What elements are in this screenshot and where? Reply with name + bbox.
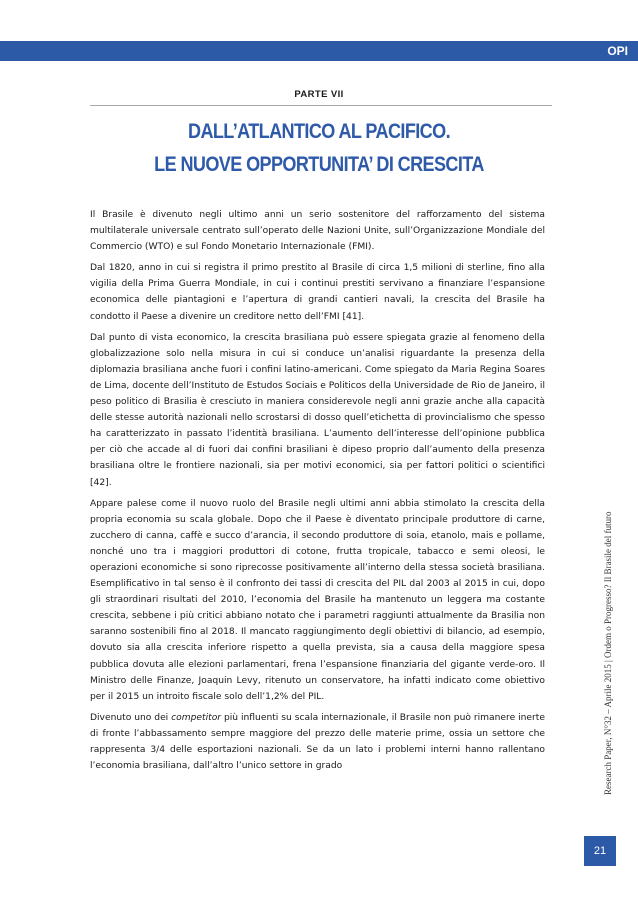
- paragraph-4: Appare palese come il nuovo ruolo del Brasile negli ultimi anni abbia stimolato la crescita della propria economia su scala globale. Dopo che il Paese è diventato principale produttore di carne, zucchero di canna, caffè e succo d’arancia, il secondo produttore di soia, etanolo, mais e pollame, nonché uno tra i maggiori produttori di cotone, frutta tropicale, tabacco e semi oleosi, le operazioni economiche si sono riprecosse positivamente all’interno della stessa società brasiliana. Esemplificativo in tal senso è il confronto dei tassi di crescita del PIL dal 2003 al 2015 in cui, dopo gli straordinari risultati del 2010, l’economia del Brasile ha mantenuto un leggera ma costante crescita, sebbene i più critici abbiano notato che i parametri raggiunti attualmente da Brasilia non saranno sostenibili fino al 2018. Il mancato raggiungimento degli obiettivi di bilancio, ad esempio, dovuto sia alla crescita inferiore rispetto a quella prevista, sia a causa della maggiore spesa pubblica dovuta alle elezioni parlamentari, frena l’espansione finanziaria del gigante verde-oro. Il Ministro delle Finanze, Joaquin Levy, ritenuto un conservatore, ha infatti indicato come obiettivo per il 2015 un introito fiscale solo dell’1,2% del PIL.: [90, 498, 545, 702]
- paragraph-2: Dal 1820, anno in cui si registra il primo prestito al Brasile di circa 1,5 milioni di sterline, fino alla vigilia della Prima Guerra Mondiale, in cui i continui prestiti servivano a finanziare l’espansione economica delle piantagioni e l’apertura di grandi cantieri navali, la crescita del Brasile ha condotto il Paese a divenire un creditore netto dell’FMI [41].: [90, 263, 545, 322]
- paragraph-5-rest: più influenti su scala internazionale, il Brasile non può rimanere inerte di fronte l’abbassamento sempre maggiore del prezzo delle materie prime, ossia un settore che rappresenta 3/4 delle esportazioni nazionali. Se da un lato i problemi interni hanno rallentano l’economia brasiliana, dall’altro l’unico settore in grado: [90, 712, 545, 772]
- page-title-line-2: LE NUOVE OPPORTUNITA’ DI CRESCITA: [154, 153, 484, 176]
- paragraph-5: [90, 710, 545, 774]
- paragraph-5-emphasis: competitor: [171, 712, 222, 723]
- page-number: 21: [584, 836, 616, 866]
- part-label: PARTE VII: [294, 89, 344, 100]
- paragraph-5-start: Divenuto uno dei: [90, 712, 172, 723]
- paragraph-3: Dal punto di vista economico, la crescita brasiliana può essere spiegata grazie al fenomeno della globalizzazione solo nella misura in cui si conduce un’analisi riguardante la presenza della diplomazia brasiliana anche fuori i confini latino-americani. Come spiegato da Maria Regina Soares de Lima, docente dell’Instituto de Estudos Sociais e Politicos della Universidade de Rio de Janeiro, il peso politico di Brasilia è cresciuto in maniera considerevole negli anni grazie anche alla capacità delle stesse autorità nazionali nello scrostarsi di dosso quell’etichetta di provincialismo che spesso ha caratterizzato in passato l’identità brasiliana. L’aumento dell’interesse dell’opinione pubblica per ciò che accade al di fuori dai confini brasiliani è dipeso proprio dall’aumento della presenza brasiliana oltre le frontiere nazionali, sia per motivi economici, sia per fattori politici o scientifici [42].: [90, 332, 545, 488]
- paragraph-1: Il Brasile è divenuto negli ultimo anni un serio sostenitore del rafforzamento del sistema multilaterale universale centrato sull’operato delle Nazioni Unite, sull’Organizzazione Mondiale del Commercio (WTO) e sul Fondo Monetario Internazionale (FMI).: [90, 210, 545, 253]
- part-divider: [90, 105, 552, 106]
- page-title-line-1: DALL’ATLANTICO AL PACIFICO.: [187, 120, 450, 143]
- body-text: [90, 207, 545, 779]
- brand-logo: OPI: [607, 44, 628, 58]
- header-bar: [0, 41, 638, 61]
- running-title: Research Paper, N°32 – Aprile 2015 | Ordem o Progresso? Il Brasile del futuro: [603, 511, 613, 795]
